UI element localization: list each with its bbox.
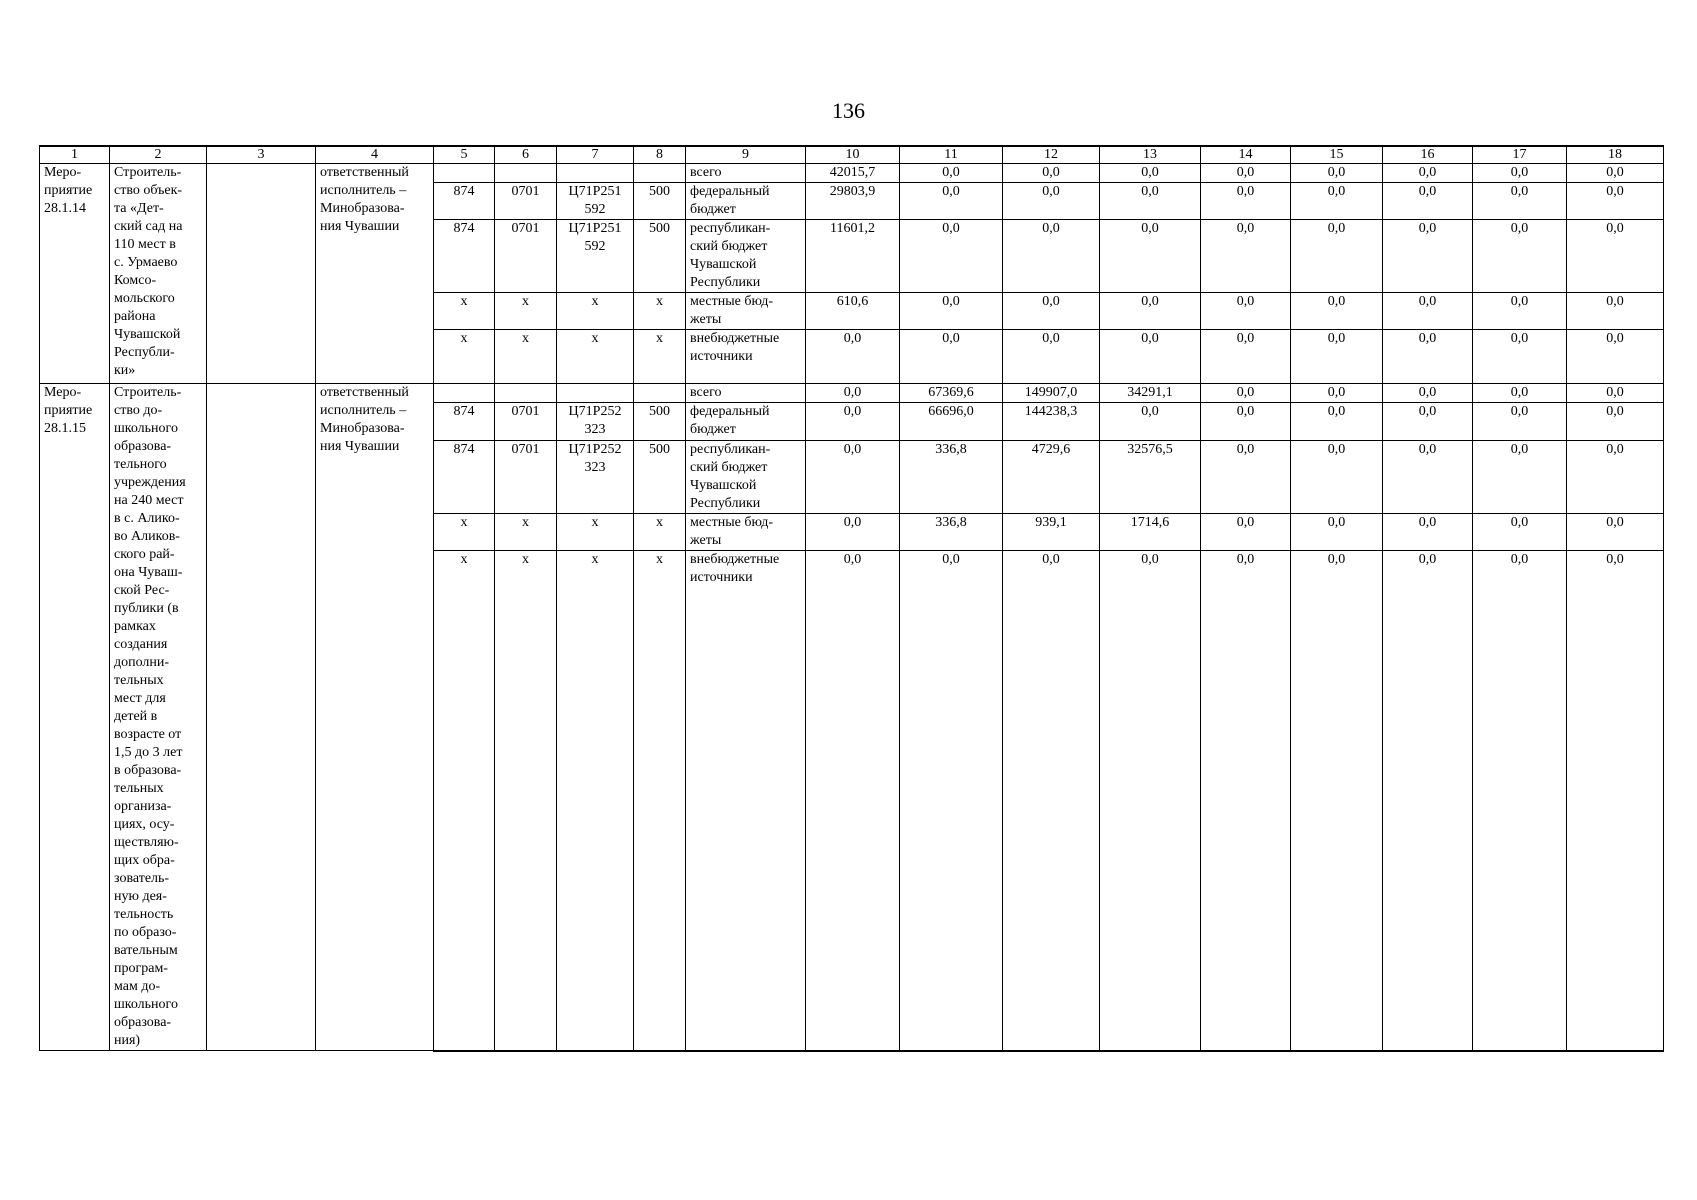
amount-cell: 0,0 — [1473, 164, 1567, 183]
object-description-cell-line: мольского — [114, 291, 175, 306]
amount-cell: 0,0 — [900, 293, 1003, 330]
object-description-cell-line: Строитель- — [114, 165, 182, 180]
expense-type-cell — [634, 164, 686, 183]
object-description-cell-line: ский сад на — [114, 219, 183, 234]
object-description-cell-line: ство объек- — [114, 183, 183, 198]
ministry-code-cell — [434, 384, 495, 403]
amount-cell: 0,0 — [1003, 183, 1100, 220]
object-description-cell-line: мест для — [114, 691, 166, 706]
executor-cell-line: ответственный — [320, 385, 409, 400]
page-number: 136 — [832, 98, 865, 123]
event-id-cell-line: приятие — [44, 183, 93, 198]
amount-cell: 0,0 — [1473, 220, 1567, 293]
object-description-cell-line: района — [114, 309, 156, 324]
amount-cell: 0,0 — [806, 330, 900, 384]
target-article-cell — [557, 440, 634, 514]
amount-cell: 0,0 — [1201, 403, 1291, 440]
event-id-cell — [40, 384, 110, 1051]
target-article-cell-line: 592 — [584, 239, 606, 254]
budget-table — [39, 145, 1664, 1052]
amount-cell: 0,0 — [1291, 514, 1383, 551]
section-code-cell — [495, 384, 557, 403]
ministry-code-cell: 874 — [434, 220, 495, 293]
ministry-code-cell: х — [434, 514, 495, 551]
target-article-cell — [557, 330, 634, 384]
object-description-cell-line: та «Дет- — [114, 201, 164, 216]
section-code-cell: х — [495, 551, 557, 1051]
amount-cell: 0,0 — [1003, 164, 1100, 183]
amount-cell: 0,0 — [1100, 551, 1201, 1051]
amount-cell: 0,0 — [1567, 330, 1664, 384]
amount-cell: 66696,0 — [900, 403, 1003, 440]
target-article-cell-line: Ц71Р251 — [568, 221, 622, 236]
expense-type-cell: 500 — [634, 220, 686, 293]
amount-cell: 0,0 — [1567, 183, 1664, 220]
object-description-cell — [110, 384, 207, 1051]
amount-cell: 11601,2 — [806, 220, 900, 293]
object-description-cell-line: Чувашской — [114, 327, 181, 342]
table-row — [40, 384, 1664, 403]
funding-source-cell — [686, 330, 806, 384]
amount-cell: 32576,5 — [1100, 440, 1201, 514]
executor-cell-line: ния Чувашии — [320, 219, 400, 234]
object-description-cell-line: ществляю- — [114, 835, 179, 850]
section-code-cell: 0701 — [495, 220, 557, 293]
object-description-cell-line: рамках — [114, 619, 156, 634]
column-header-1: 1 — [40, 146, 110, 164]
amount-cell: 336,8 — [900, 514, 1003, 551]
amount-cell: 0,0 — [1003, 220, 1100, 293]
executor-cell — [316, 164, 434, 384]
funding-source-cell-line: республикан- — [690, 221, 771, 236]
amount-cell: 0,0 — [1473, 183, 1567, 220]
amount-cell: 0,0 — [1383, 183, 1473, 220]
executor-cell-line: Минобразова- — [320, 421, 405, 436]
amount-cell: 0,0 — [1291, 551, 1383, 1051]
target-article-cell — [557, 293, 634, 330]
object-description-cell-line: тельность — [114, 907, 174, 922]
amount-cell: 0,0 — [1100, 220, 1201, 293]
funding-source-cell — [686, 440, 806, 514]
amount-cell: 0,0 — [1291, 293, 1383, 330]
amount-cell: 0,0 — [1100, 293, 1201, 330]
object-description-cell-line: тельного — [114, 457, 167, 472]
column-header-6: 6 — [495, 146, 557, 164]
amount-cell: 0,0 — [1473, 330, 1567, 384]
object-description-cell-line: тельных — [114, 673, 164, 688]
ministry-code-cell — [434, 164, 495, 183]
column-header-18: 18 — [1567, 146, 1664, 164]
event-id-cell-line: 28.1.15 — [44, 421, 86, 436]
amount-cell: 0,0 — [1383, 164, 1473, 183]
amount-cell: 0,0 — [1201, 164, 1291, 183]
target-article-cell-line: х — [591, 294, 599, 309]
column-header-9: 9 — [686, 146, 806, 164]
funding-source-cell-line: всего — [690, 385, 722, 400]
amount-cell: 336,8 — [900, 440, 1003, 514]
target-article-cell-line: Ц71Р251 — [568, 184, 622, 199]
amount-cell: 67369,6 — [900, 384, 1003, 403]
amount-cell: 0,0 — [1291, 183, 1383, 220]
object-description-cell-line: вательным — [114, 943, 178, 958]
object-description-cell-line: ки» — [114, 363, 136, 378]
object-description-cell-line: мам до- — [114, 979, 161, 994]
column-header-4: 4 — [316, 146, 434, 164]
object-description-cell-line: ство до- — [114, 403, 163, 418]
amount-cell: 0,0 — [1567, 164, 1664, 183]
funding-source-cell — [686, 293, 806, 330]
object-description-cell-line: публики (в — [114, 601, 179, 616]
amount-cell: 0,0 — [1567, 384, 1664, 403]
event-id-cell-line: Меро- — [44, 165, 82, 180]
amount-cell: 0,0 — [1567, 440, 1664, 514]
amount-cell: 0,0 — [1201, 183, 1291, 220]
object-description-cell-line: возрасте от — [114, 727, 182, 742]
funding-source-cell — [686, 403, 806, 440]
object-description-cell-line: учреждения — [114, 475, 186, 490]
column-header-8: 8 — [634, 146, 686, 164]
target-article-cell — [557, 384, 634, 403]
event-id-cell — [40, 164, 110, 384]
event-id-cell-line: приятие — [44, 403, 93, 418]
object-description-cell-line: детей в — [114, 709, 158, 724]
ministry-code-cell: х — [434, 293, 495, 330]
object-description-cell-line: зователь- — [114, 871, 170, 886]
executor-cell-line: исполнитель – — [320, 403, 407, 418]
funding-source-cell-line: ский бюджет — [690, 459, 768, 475]
column-header-7: 7 — [557, 146, 634, 164]
amount-cell: 0,0 — [1201, 330, 1291, 384]
object-description-cell-line: она Чуваш- — [114, 565, 183, 580]
executor-cell-line: ния Чувашии — [320, 439, 400, 454]
amount-cell: 0,0 — [1383, 440, 1473, 514]
column-header-13: 13 — [1100, 146, 1201, 164]
amount-cell: 0,0 — [1473, 403, 1567, 440]
amount-cell: 0,0 — [1003, 330, 1100, 384]
amount-cell: 144238,3 — [1003, 403, 1100, 440]
amount-cell: 0,0 — [1201, 514, 1291, 551]
target-article-cell — [557, 164, 634, 183]
object-description-cell-line: создания — [114, 637, 168, 652]
amount-cell: 0,0 — [1003, 293, 1100, 330]
funding-source-cell-line: Чувашской — [690, 257, 757, 272]
expense-type-cell: 500 — [634, 403, 686, 440]
expense-type-cell: 500 — [634, 183, 686, 220]
amount-cell: 1714,6 — [1100, 514, 1201, 551]
column-header-2: 2 — [110, 146, 207, 164]
column-header-5: 5 — [434, 146, 495, 164]
amount-cell: 0,0 — [806, 403, 900, 440]
target-article-cell-line: Ц71Р252 — [568, 404, 622, 420]
amount-cell: 0,0 — [1473, 551, 1567, 1051]
table-row — [40, 164, 1664, 183]
amount-cell: 0,0 — [1291, 220, 1383, 293]
section-code-cell: 0701 — [495, 403, 557, 440]
section-code-cell: 0701 — [495, 183, 557, 220]
event-id-cell-line: Меро- — [44, 385, 82, 400]
funding-source-cell-line: жеты — [690, 312, 722, 327]
funding-source-cell-line: местные бюд- — [690, 515, 774, 531]
object-description-cell-line: школьного — [114, 997, 178, 1012]
object-description-cell-line: школьного — [114, 421, 178, 436]
object-description-cell-line: на 240 мест — [114, 493, 184, 508]
executor-cell-line: ответственный — [320, 165, 409, 180]
funding-source-cell-line: федеральный — [690, 184, 770, 199]
amount-cell: 0,0 — [1383, 514, 1473, 551]
expense-type-cell: х — [634, 551, 686, 1051]
target-article-cell-line: 323 — [584, 422, 606, 438]
object-description-cell-line: Республи- — [114, 345, 175, 360]
funding-source-cell-line: ский бюджет — [690, 239, 768, 254]
object-description-cell-line: по образо- — [114, 925, 177, 940]
funding-source-cell-line: бюджет — [690, 422, 736, 438]
amount-cell: 610,6 — [806, 293, 900, 330]
target-article-cell-line: 323 — [584, 459, 606, 475]
column-header-3: 3 — [207, 146, 316, 164]
object-description-cell-line: тельных — [114, 781, 164, 796]
amount-cell: 0,0 — [1567, 220, 1664, 293]
funding-source-cell-line: источники — [690, 349, 753, 364]
object-description-cell-line: щих обра- — [114, 853, 175, 868]
target-article-cell-line: 592 — [584, 202, 606, 217]
target-article-cell-line: Ц71Р252 — [568, 441, 622, 457]
object-description-cell-line: в образова- — [114, 763, 182, 778]
amount-cell: 0,0 — [806, 384, 900, 403]
amount-cell: 0,0 — [1567, 293, 1664, 330]
object-description-cell-line: дополни- — [114, 655, 170, 670]
amount-cell: 0,0 — [1201, 220, 1291, 293]
amount-cell: 0,0 — [1567, 551, 1664, 1051]
amount-cell: 0,0 — [1201, 384, 1291, 403]
funding-source-cell-line: всего — [690, 165, 722, 180]
object-description-cell-line: 1,5 до 3 лет — [114, 745, 183, 760]
object-description-cell-line: циях, осу- — [114, 817, 175, 832]
object-description-cell-line: ния) — [114, 1033, 141, 1048]
object-description-cell-line: в с. Алико- — [114, 511, 180, 526]
funding-source-cell — [686, 220, 806, 293]
ministry-code-cell: 874 — [434, 440, 495, 514]
amount-cell: 0,0 — [1201, 551, 1291, 1051]
executor-cell — [316, 384, 434, 1051]
object-description-cell-line: образова- — [114, 1015, 172, 1030]
amount-cell: 0,0 — [1100, 183, 1201, 220]
funding-source-cell — [686, 551, 806, 1051]
expense-type-cell: х — [634, 293, 686, 330]
funding-source-cell-line: бюджет — [690, 202, 736, 217]
funding-source-cell — [686, 164, 806, 183]
ministry-code-cell: х — [434, 551, 495, 1051]
funding-source-cell-line: внебюджетные — [690, 331, 780, 346]
funding-source-cell — [686, 183, 806, 220]
target-article-cell — [557, 514, 634, 551]
section-code-cell: х — [495, 293, 557, 330]
funding-source-cell-line: Республики — [690, 275, 761, 290]
amount-cell: 149907,0 — [1003, 384, 1100, 403]
object-description-cell-line: с. Урмаево — [114, 255, 178, 270]
object-description-cell-line: Комсо- — [114, 273, 157, 288]
target-article-cell-line: х — [591, 515, 599, 531]
funding-source-cell — [686, 384, 806, 403]
amount-cell: 0,0 — [900, 183, 1003, 220]
amount-cell: 0,0 — [806, 440, 900, 514]
amount-cell: 0,0 — [900, 220, 1003, 293]
target-article-cell — [557, 220, 634, 293]
amount-cell: 34291,1 — [1100, 384, 1201, 403]
amount-cell: 0,0 — [900, 164, 1003, 183]
empty-col3-cell — [207, 164, 316, 384]
ministry-code-cell: 874 — [434, 183, 495, 220]
amount-cell: 0,0 — [1383, 220, 1473, 293]
executor-cell-line: исполнитель – — [320, 183, 407, 198]
object-description-cell-line: 110 мест в — [114, 237, 176, 252]
amount-cell: 0,0 — [1473, 293, 1567, 330]
amount-cell: 29803,9 — [806, 183, 900, 220]
empty-col3-cell — [207, 384, 316, 1051]
funding-source-cell — [686, 514, 806, 551]
amount-cell: 0,0 — [806, 551, 900, 1051]
funding-source-cell-line: внебюджетные — [690, 552, 780, 568]
amount-cell: 0,0 — [1201, 293, 1291, 330]
amount-cell: 0,0 — [1383, 293, 1473, 330]
amount-cell: 0,0 — [1201, 440, 1291, 514]
amount-cell: 42015,7 — [806, 164, 900, 183]
expense-type-cell: 500 — [634, 440, 686, 514]
object-description-cell-line: програм- — [114, 961, 168, 976]
amount-cell: 0,0 — [1473, 514, 1567, 551]
column-header-16: 16 — [1383, 146, 1473, 164]
amount-cell: 0,0 — [1291, 384, 1383, 403]
object-description-cell-line: образова- — [114, 439, 172, 454]
object-description-cell-line: организа- — [114, 799, 172, 814]
amount-cell: 0,0 — [1291, 330, 1383, 384]
funding-source-cell-line: местные бюд- — [690, 294, 774, 309]
ministry-code-cell: 874 — [434, 403, 495, 440]
amount-cell: 0,0 — [1100, 403, 1201, 440]
column-header-10: 10 — [806, 146, 900, 164]
section-code-cell: х — [495, 330, 557, 384]
amount-cell: 0,0 — [1003, 551, 1100, 1051]
amount-cell: 0,0 — [1383, 384, 1473, 403]
amount-cell: 0,0 — [1383, 403, 1473, 440]
funding-source-cell-line: Чувашской — [690, 477, 757, 493]
amount-cell: 0,0 — [806, 514, 900, 551]
target-article-cell — [557, 183, 634, 220]
executor-cell-line: Минобразова- — [320, 201, 405, 216]
object-description-cell-line: ской Рес- — [114, 583, 170, 598]
funding-source-cell-line: федеральный — [690, 404, 770, 420]
amount-cell: 0,0 — [1473, 384, 1567, 403]
amount-cell: 0,0 — [1291, 403, 1383, 440]
column-header-14: 14 — [1201, 146, 1291, 164]
funding-source-cell-line: Республики — [690, 495, 761, 511]
section-code-cell: х — [495, 514, 557, 551]
amount-cell: 0,0 — [900, 330, 1003, 384]
amount-cell: 0,0 — [1383, 330, 1473, 384]
target-article-cell — [557, 403, 634, 440]
amount-cell: 0,0 — [1567, 514, 1664, 551]
object-description-cell-line: ского рай- — [114, 547, 175, 562]
column-header-15: 15 — [1291, 146, 1383, 164]
object-description-cell — [110, 164, 207, 384]
object-description-cell-line: во Аликов- — [114, 529, 180, 544]
section-code-cell: 0701 — [495, 440, 557, 514]
funding-source-cell-line: республикан- — [690, 441, 771, 457]
amount-cell: 0,0 — [1100, 330, 1201, 384]
object-description-cell-line: ную дея- — [114, 889, 167, 904]
amount-cell: 939,1 — [1003, 514, 1100, 551]
header-row — [40, 146, 1664, 164]
section-code-cell — [495, 164, 557, 183]
target-article-cell — [557, 551, 634, 1051]
target-article-cell-line: х — [591, 552, 599, 568]
funding-source-cell-line: жеты — [690, 533, 722, 549]
column-header-12: 12 — [1003, 146, 1100, 164]
ministry-code-cell: х — [434, 330, 495, 384]
amount-cell: 4729,6 — [1003, 440, 1100, 514]
expense-type-cell — [634, 384, 686, 403]
amount-cell: 0,0 — [1473, 440, 1567, 514]
amount-cell: 0,0 — [1291, 440, 1383, 514]
funding-source-cell-line: источники — [690, 570, 753, 586]
column-header-11: 11 — [900, 146, 1003, 164]
amount-cell: 0,0 — [1383, 551, 1473, 1051]
amount-cell: 0,0 — [1291, 164, 1383, 183]
amount-cell: 0,0 — [1567, 403, 1664, 440]
expense-type-cell: х — [634, 514, 686, 551]
target-article-cell-line: х — [591, 331, 599, 346]
amount-cell: 0,0 — [1100, 164, 1201, 183]
object-description-cell-line: Строитель- — [114, 385, 182, 400]
event-id-cell-line: 28.1.14 — [44, 201, 86, 216]
column-header-17: 17 — [1473, 146, 1567, 164]
expense-type-cell: х — [634, 330, 686, 384]
amount-cell: 0,0 — [900, 551, 1003, 1051]
